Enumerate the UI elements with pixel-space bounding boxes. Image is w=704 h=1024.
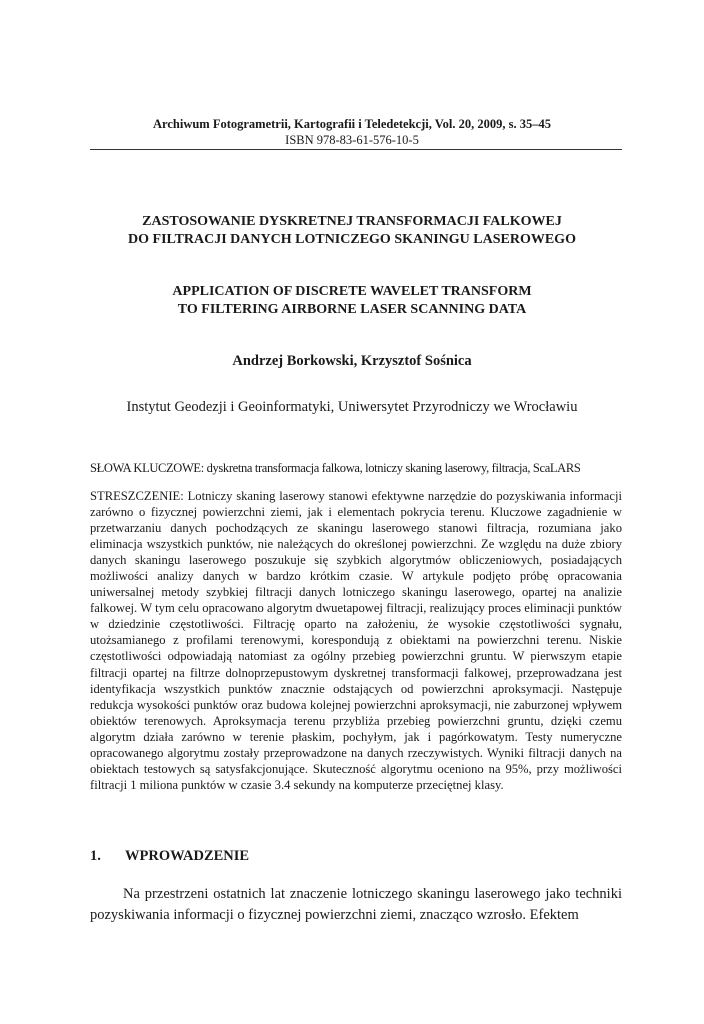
intro-paragraph: Na przestrzeni ostatnich lat znaczenie lotniczego skaningu laserowego jako techniki pozyskiwania informacji o fizycznej powierzchni ziemi, znacząco wzrosło. Efektem [90, 886, 622, 923]
keywords: SŁOWA KLUCZOWE: dyskretna transformacja falkowa, lotniczy skaning laserowy, filtracja, ScaLARS [90, 461, 581, 475]
title-english-line-1: APPLICATION OF DISCRETE WAVELET TRANSFORM [172, 284, 532, 299]
title-english-line-2: TO FILTERING AIRBORNE LASER SCANNING DATA [177, 302, 527, 317]
title-polish [0, 213, 704, 249]
title-polish-line-2: DO FILTRACJI DANYCH LOTNICZEGO SKANINGU LASEROWEGO [128, 232, 576, 247]
header-rule [90, 149, 622, 150]
title-english [0, 283, 704, 319]
authors: Andrzej Borkowski, Krzysztof Sośnica [232, 353, 472, 369]
title-polish-line-1: ZASTOSOWANIE DYSKRETNEJ TRANSFORMACJI FALKOWEJ [142, 214, 562, 229]
journal-citation: Archiwum Fotogrametrii, Kartografii i Teledetekcji, Vol. 20, 2009, s. 35–45 [153, 117, 551, 131]
isbn-line: ISBN 978-83-61-576-10-5 [285, 133, 419, 147]
affiliation: Instytut Geodezji i Geoinformatyki, Uniwersytet Przyrodniczy we Wrocławiu [126, 399, 578, 415]
abstract: STRESZCZENIE: Lotniczy skaning laserowy stanowi efektywne narzędzie do pozyskiwania informacji zarówno o fizycznej powierzchni ziemi, jak i elementach pokrycia terenu. Kluczowe zagadnienie w przetwarzaniu danych pochodzących ze skaningu laserowego stanowi filtracja, rozumiana jako eliminacja wszystkich punktów, nie należących do określonej powierzchni. Ze względu na duże zbiory danych skaningu laserowego poszukuje się szybkich algorytmów obliczeniowych, posiadających możliwości analizy danych w bardzo krótkim czasie. W artykule podjęto próbę opracowania uniwersalnej metody szybkiej filtracji danych lotniczego skaningu laserowego, opartej na analizie falkowej. W tym celu opracowano algorytm dwuetapowej filtracji, realizujący proces eliminacji punktów w dziedzinie częstotliwości. Filtrację oparto na założeniu, że wysokie częstotliwości sygnału, utożsamianego z profilami terenowymi, korespondują z obiektami na powierzchni terenu. Niskie częstotliwości odpowiadają natomiast za ogólny przebieg powierzchni gruntu. W pierwszym etapie filtracji opartej na filtrze dolnoprzepustowym dyskretnej transformacji falkowej, przeprowadzana jest identyfikacja wszystkich punktów znacznie odstających od powierzchni aproksymacji. Następuje redukcja wysokości punktów oraz budowa kolejnej powierzchni aproksymacji, nie zaburzonej wpływem obiektów terenowych. Aproksymacja terenu przybliża przebieg powierzchni gruntu, dzięki czemu algorytm działa zarówno w terenie płaskim, pochyłym, jak i pagórkowatym. Testy numeryczne opracowanego algorytmu zostały przeprowadzone na danych rzeczywistych. Wyniki filtracji danych na obiektach testowych są satysfakcjonujące. Skuteczność algorytmu oceniono na 95%, przy możliwości filtracji 1 miliona punktów w czasie 3.4 sekundy na komputerze przeciętnej klasy. [90, 489, 622, 792]
section-title: WPROWADZENIE [125, 848, 250, 864]
section-number: 1. [90, 848, 101, 864]
section-heading [90, 847, 622, 865]
